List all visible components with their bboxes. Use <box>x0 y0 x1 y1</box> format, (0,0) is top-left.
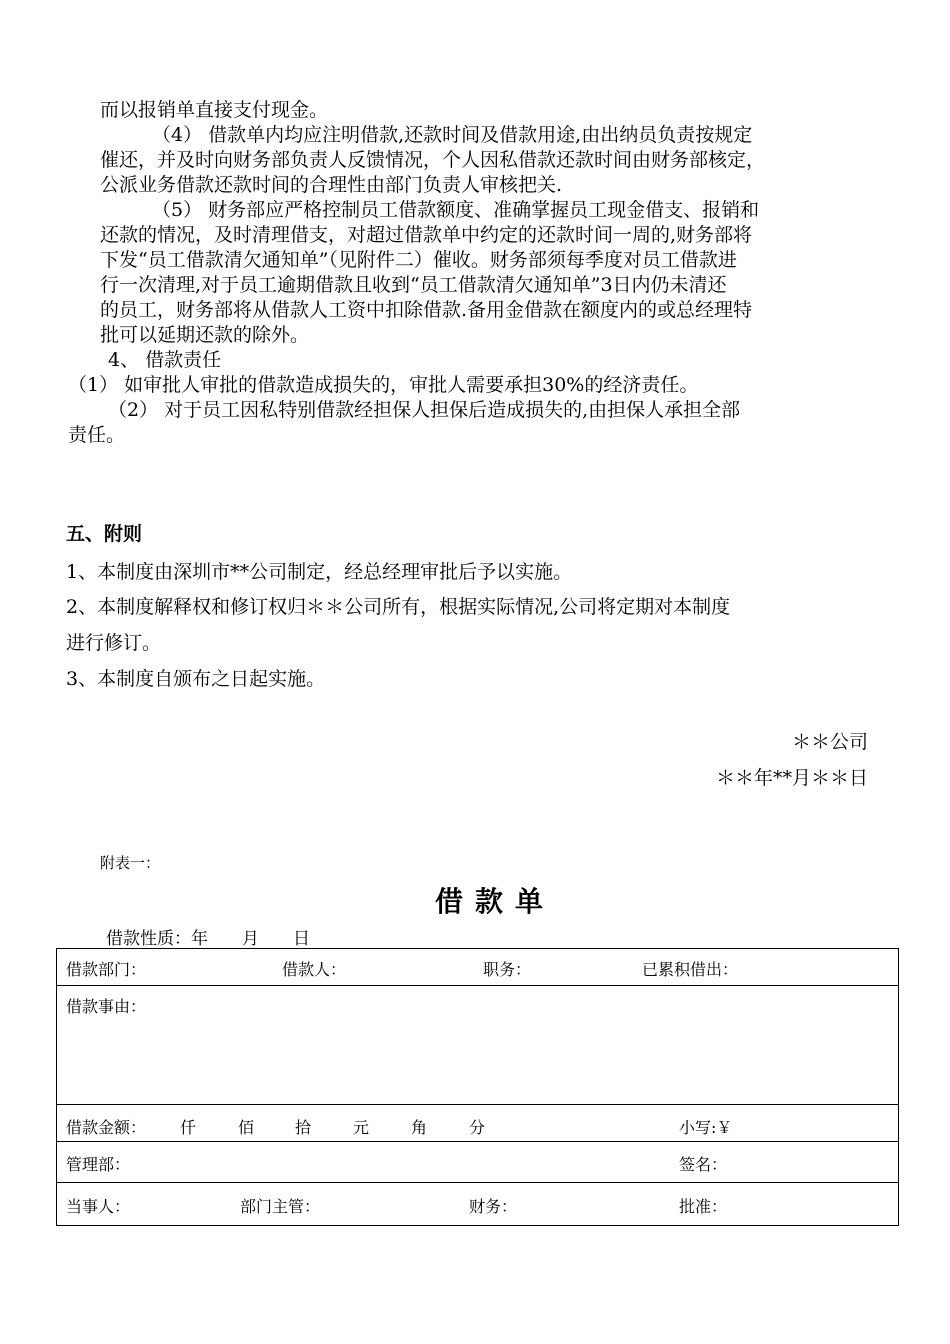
accumulated-label: 已累积借出： <box>642 960 739 979</box>
body-line: 4、 借款责任 <box>108 349 222 371</box>
body-line: 催还，并及时向财务部负责人反馈情况，个人因私借款还款时间由财务部核定， <box>100 149 766 171</box>
body-line: （1） 如审批人审批的借款造成损失的，审批人需要承担30%的经济责任。 <box>68 374 699 396</box>
unit-jiao: 角 <box>411 1118 428 1137</box>
section-heading: 五、附则 <box>66 523 143 545</box>
borrower-label: 借款人： <box>282 960 347 979</box>
form-nature: 借款性质：年 月 日 <box>106 929 310 949</box>
department-label: 借款部门： <box>66 960 147 979</box>
unit-bai: 佰 <box>238 1118 255 1137</box>
body-line: 公派业务借款还款时间的合理性由部门负责人审核把关. <box>100 174 563 196</box>
section-item: 2、本制度解释权和修订权归＊＊公司所有，根据实际情况,公司将定期对本制度 <box>66 596 731 618</box>
form-row-amount <box>57 1105 899 1142</box>
attachment-label: 附表一： <box>100 854 161 872</box>
form-row-reason <box>57 986 899 1105</box>
body-line: 下发“员工借款清欠通知单”（见附件二）催收。财务部须每季度对员工借款进 <box>100 249 737 271</box>
section-item: 3、本制度自颁布之日起实施。 <box>66 668 326 690</box>
unit-yuan: 元 <box>353 1118 370 1137</box>
body-line: （2） 对于员工因私特别借款经担保人担保后造成损失的,由担保人承担全部 <box>108 399 741 421</box>
form-row-approval <box>57 1183 899 1226</box>
unit-shi: 拾 <box>295 1118 312 1137</box>
body-line: 的员工，财务部将从借款人工资中扣除借款.备用金借款在额度内的或总经理特 <box>100 299 753 321</box>
reason-label: 借款事由： <box>66 997 147 1016</box>
section-item: 1、本制度由深圳市**公司制定，经总经理审批后予以实施。 <box>66 561 573 583</box>
supervisor-label: 部门主管： <box>240 1197 321 1216</box>
body-line: 责任。 <box>68 424 126 446</box>
mgmt-label: 管理部： <box>66 1155 131 1174</box>
body-line: （4） 借款单内均应注明借款,还款时间及借款用途,由出纳员负责按规定 <box>152 124 753 146</box>
body-line: 批可以延期还款的除外。 <box>100 324 310 346</box>
signature-company: ＊＊公司 <box>791 731 868 753</box>
unit-fen: 分 <box>469 1118 486 1137</box>
sign-label: 签名： <box>679 1155 728 1174</box>
finance-label: 财务： <box>469 1197 518 1216</box>
unit-qian: 仟 <box>180 1118 197 1137</box>
approval-label: 批准： <box>679 1197 728 1216</box>
amount-label: 借款金额： <box>66 1118 147 1137</box>
section-item: 进行修订。 <box>66 632 162 654</box>
form-row-mgmt <box>57 1142 899 1183</box>
body-line: （5） 财务部应严格控制员工借款额度、准确掌握员工现金借支、报销和 <box>152 199 760 221</box>
party-label: 当事人： <box>66 1197 131 1216</box>
form-row-basic <box>57 949 899 986</box>
body-line: 行一次清理,对于员工逾期借款且收到“员工借款清欠通知单”3日内仍未清还 <box>100 274 727 296</box>
lowercase-label: 小写:￥ <box>679 1118 733 1137</box>
signature-date: ＊＊年**月＊＊日 <box>715 767 868 789</box>
position-label: 职务： <box>483 960 532 979</box>
body-line: 还款的情况，及时清理借支，对超过借款单中约定的还款时间一周的,财务部将 <box>100 224 753 246</box>
loan-form-table <box>56 948 899 1226</box>
form-title: 借款单 <box>434 885 555 918</box>
body-line: 而以报销单直接支付现金。 <box>100 99 329 121</box>
